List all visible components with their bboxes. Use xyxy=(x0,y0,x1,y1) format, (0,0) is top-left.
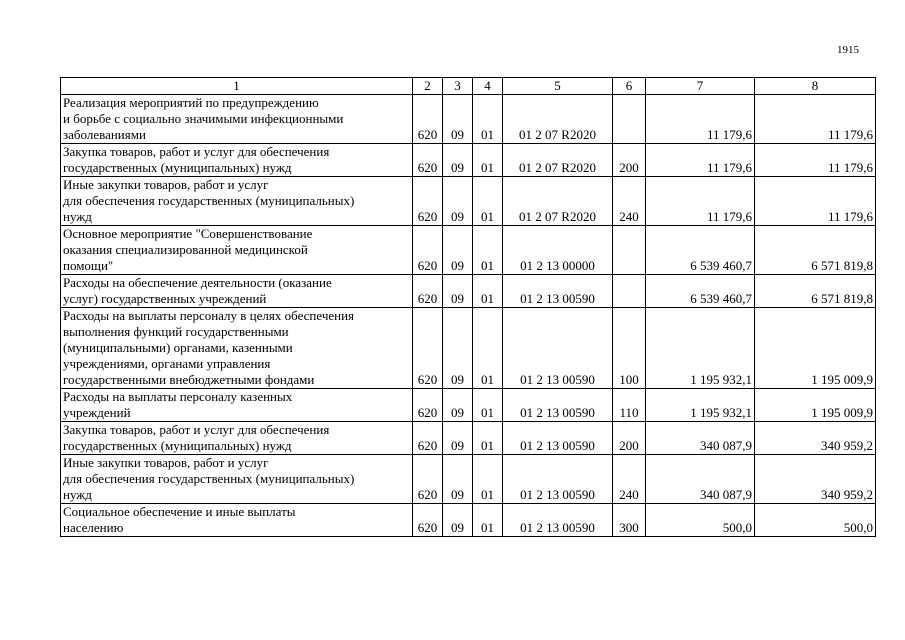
row-expense-type: 200 xyxy=(613,144,646,177)
table-row xyxy=(61,308,876,389)
row-section: 09 xyxy=(443,389,473,422)
row-name: Закупка товаров, работ и услуг для обеспечения государственных (муниципальных) нужд xyxy=(61,144,413,177)
row-amount-year2: 340 959,2 xyxy=(755,455,876,504)
row-amount-year2: 6 571 819,8 xyxy=(755,275,876,308)
row-name: Расходы на выплаты персоналу казенных учреждений xyxy=(61,389,413,422)
page-number: 1915 xyxy=(837,44,859,56)
row-target-article: 01 2 13 00590 xyxy=(503,389,613,422)
row-name: Реализация мероприятий по предупреждению и борьбе с социально значимыми инфекционными заболеваниями xyxy=(61,95,413,144)
row-expense-type xyxy=(613,275,646,308)
header-col-5: 5 xyxy=(503,78,613,95)
row-subsection: 01 xyxy=(473,422,503,455)
row-expense-type: 240 xyxy=(613,455,646,504)
row-expense-type xyxy=(613,95,646,144)
row-subsection: 01 xyxy=(473,144,503,177)
row-ministry-code: 620 xyxy=(413,422,443,455)
row-amount-year2: 1 195 009,9 xyxy=(755,308,876,389)
row-ministry-code: 620 xyxy=(413,389,443,422)
row-ministry-code: 620 xyxy=(413,226,443,275)
row-name: Социальное обеспечение и иные выплаты населению xyxy=(61,504,413,537)
row-section: 09 xyxy=(443,422,473,455)
row-expense-type xyxy=(613,226,646,275)
row-target-article: 01 2 13 00590 xyxy=(503,275,613,308)
table-row xyxy=(61,226,876,275)
row-amount-year1: 6 539 460,7 xyxy=(646,275,755,308)
row-target-article: 01 2 07 R2020 xyxy=(503,144,613,177)
row-target-article: 01 2 13 00590 xyxy=(503,455,613,504)
row-amount-year1: 1 195 932,1 xyxy=(646,389,755,422)
table-row xyxy=(61,422,876,455)
row-amount-year1: 11 179,6 xyxy=(646,95,755,144)
row-subsection: 01 xyxy=(473,226,503,275)
table-row xyxy=(61,455,876,504)
header-col-4: 4 xyxy=(473,78,503,95)
header-col-2: 2 xyxy=(413,78,443,95)
row-subsection: 01 xyxy=(473,177,503,226)
row-amount-year2: 11 179,6 xyxy=(755,177,876,226)
row-section: 09 xyxy=(443,177,473,226)
row-amount-year2: 11 179,6 xyxy=(755,95,876,144)
row-amount-year2: 6 571 819,8 xyxy=(755,226,876,275)
row-name: Закупка товаров, работ и услуг для обеспечения государственных (муниципальных) нужд xyxy=(61,422,413,455)
row-section: 09 xyxy=(443,144,473,177)
row-section: 09 xyxy=(443,275,473,308)
row-section: 09 xyxy=(443,455,473,504)
row-subsection: 01 xyxy=(473,455,503,504)
row-amount-year1: 340 087,9 xyxy=(646,422,755,455)
row-amount-year1: 6 539 460,7 xyxy=(646,226,755,275)
row-section: 09 xyxy=(443,308,473,389)
row-target-article: 01 2 13 00590 xyxy=(503,504,613,537)
row-expense-type: 100 xyxy=(613,308,646,389)
row-section: 09 xyxy=(443,95,473,144)
header-col-1: 1 xyxy=(61,78,413,95)
row-amount-year2: 11 179,6 xyxy=(755,144,876,177)
row-amount-year2: 1 195 009,9 xyxy=(755,389,876,422)
row-name: Расходы на выплаты персоналу в целях обеспечения выполнения функций государственными (муниципальными) органами, казенными учреждениями, органами управления государственными внебюджетными фондами xyxy=(61,308,413,389)
row-ministry-code: 620 xyxy=(413,177,443,226)
header-col-3: 3 xyxy=(443,78,473,95)
row-name: Иные закупки товаров, работ и услуг для обеспечения государственных (муниципальных) нужд xyxy=(61,455,413,504)
row-name: Основное мероприятие "Совершенствование оказания специализированной медицинской помощи" xyxy=(61,226,413,275)
row-expense-type: 110 xyxy=(613,389,646,422)
row-ministry-code: 620 xyxy=(413,504,443,537)
row-name: Расходы на обеспечение деятельности (оказание услуг) государственных учреждений xyxy=(61,275,413,308)
row-ministry-code: 620 xyxy=(413,144,443,177)
row-section: 09 xyxy=(443,504,473,537)
row-ministry-code: 620 xyxy=(413,95,443,144)
row-subsection: 01 xyxy=(473,308,503,389)
row-amount-year2: 500,0 xyxy=(755,504,876,537)
row-subsection: 01 xyxy=(473,504,503,537)
table-row xyxy=(61,144,876,177)
row-amount-year1: 340 087,9 xyxy=(646,455,755,504)
row-amount-year1: 1 195 932,1 xyxy=(646,308,755,389)
row-amount-year1: 11 179,6 xyxy=(646,177,755,226)
row-subsection: 01 xyxy=(473,275,503,308)
table-row xyxy=(61,275,876,308)
row-ministry-code: 620 xyxy=(413,275,443,308)
row-ministry-code: 620 xyxy=(413,455,443,504)
row-target-article: 01 2 07 R2020 xyxy=(503,177,613,226)
row-amount-year1: 11 179,6 xyxy=(646,144,755,177)
row-subsection: 01 xyxy=(473,389,503,422)
row-expense-type: 200 xyxy=(613,422,646,455)
row-ministry-code: 620 xyxy=(413,308,443,389)
row-amount-year2: 340 959,2 xyxy=(755,422,876,455)
row-expense-type: 300 xyxy=(613,504,646,537)
budget-table xyxy=(60,77,876,537)
header-col-8: 8 xyxy=(755,78,876,95)
header-col-6: 6 xyxy=(613,78,646,95)
row-target-article: 01 2 07 R2020 xyxy=(503,95,613,144)
row-subsection: 01 xyxy=(473,95,503,144)
row-expense-type: 240 xyxy=(613,177,646,226)
row-amount-year1: 500,0 xyxy=(646,504,755,537)
table-row xyxy=(61,389,876,422)
table-row xyxy=(61,95,876,144)
header-row xyxy=(61,78,876,95)
row-section: 09 xyxy=(443,226,473,275)
table-row xyxy=(61,504,876,537)
row-target-article: 01 2 13 00000 xyxy=(503,226,613,275)
row-target-article: 01 2 13 00590 xyxy=(503,422,613,455)
table-row xyxy=(61,177,876,226)
row-name: Иные закупки товаров, работ и услуг для обеспечения государственных (муниципальных) нужд xyxy=(61,177,413,226)
header-col-7: 7 xyxy=(646,78,755,95)
row-target-article: 01 2 13 00590 xyxy=(503,308,613,389)
